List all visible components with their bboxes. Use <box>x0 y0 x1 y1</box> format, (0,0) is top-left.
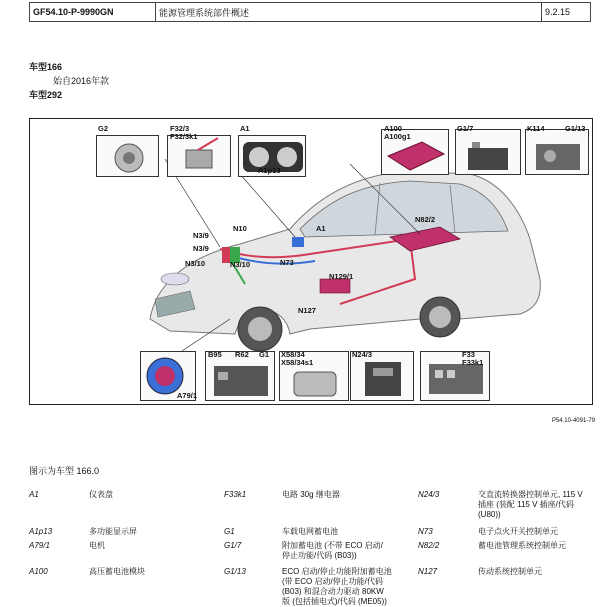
label-n1291: N129/1 <box>329 272 354 281</box>
label-g113: G1/13 <box>565 124 586 133</box>
doc-code: GF54.10-P-9990GN <box>30 3 156 21</box>
label-k114: K114 <box>527 124 545 133</box>
legend-desc: 多功能显示屏 <box>89 527 137 536</box>
label-n10: N10 <box>233 224 247 233</box>
label-a1-car: A1 <box>316 224 326 233</box>
legend-code: N82/2 <box>418 541 440 550</box>
document-header <box>29 2 591 22</box>
model-292: 车型292 <box>29 90 63 100</box>
legend-code: A79/1 <box>29 541 50 550</box>
label-n310-b: N3/10 <box>230 260 251 269</box>
component-figure <box>29 118 593 405</box>
inset-g17 <box>455 129 521 175</box>
label-g1: G1 <box>259 350 270 359</box>
label-n310-a: N3/10 <box>185 259 206 268</box>
legend-desc: 传动系统控制单元 <box>478 567 542 576</box>
legend-desc: 交直流转换器控制单元, 115 V 插座 (装配 115 V 插座/代码 (U80)) <box>478 490 583 519</box>
inset-k114 <box>525 129 589 175</box>
label-a100: A100 A100g1 <box>384 124 411 141</box>
label-g2: G2 <box>98 124 109 133</box>
legend-code: A100 <box>29 567 48 576</box>
legend-code: N24/3 <box>418 490 440 499</box>
legend-caption <box>29 464 99 477</box>
label-f32: F32/3 F32/3k1 <box>170 124 198 141</box>
label-n39-a: N3/9 <box>193 231 209 240</box>
legend-desc: 车载电网蓄电池 <box>282 527 338 536</box>
label-r62: R62 <box>235 350 249 359</box>
label-a1-inset: A1 <box>240 124 250 133</box>
doc-title: 能源管理系统部件概述 <box>156 3 542 21</box>
legend-code: F33k1 <box>224 490 247 499</box>
model-166: 车型166 <box>29 62 63 72</box>
label-n127: N127 <box>298 306 316 315</box>
inset-f32 <box>167 135 231 177</box>
label-n39-b: N3/9 <box>193 244 209 253</box>
label-b95: B95 <box>208 350 222 359</box>
label-a1p13: A1p13 <box>258 166 281 175</box>
legend-code: G1 <box>224 527 235 536</box>
legend-code: G1/13 <box>224 567 246 576</box>
legend-code: A1p13 <box>29 527 53 536</box>
legend-code: G1/7 <box>224 541 242 550</box>
legend-code: N73 <box>418 527 433 536</box>
legend-desc: 高压蓄电池模块 <box>89 567 145 576</box>
model-year: 始自2016年款 <box>53 76 110 86</box>
legend-desc: 蓄电池管理系统控制单元 <box>478 541 566 550</box>
label-x58: X58/34 X58/34s1 <box>281 350 314 367</box>
legend-desc: 电子点火开关控制单元 <box>478 527 558 536</box>
label-f33: F33 F33k1 <box>462 350 484 367</box>
label-a791: A79/1 <box>177 391 198 400</box>
legend-code: A1 <box>29 490 39 499</box>
legend-code: N127 <box>418 567 438 576</box>
legend-caption-text: 图示为车型 166.0 <box>29 466 100 476</box>
label-n73: N73 <box>280 258 294 267</box>
legend-desc: 附加蓄电池 (不带 ECO 启动/ 停止功能/代码 (B03)) <box>282 541 383 560</box>
legend-desc: 电机 <box>89 541 105 550</box>
legend-desc: 仪表盘 <box>89 490 113 499</box>
legend-desc: 电路 30g 继电器 <box>282 490 340 499</box>
legend-desc: ECO 启动/停止功能附加蓄电池 (带 ECO 启动/停止功能/代码 (B03) 和混合动力驱动 80KW 版 (包括插电式)/代码 (ME05)) <box>282 567 392 606</box>
label-n243: N24/3 <box>352 350 373 359</box>
figure-reference: P54.10-4091-79 <box>551 418 595 424</box>
label-g17: G1/7 <box>457 124 474 133</box>
doc-version: 9.2.15 <box>545 7 571 17</box>
label-n82: N82/2 <box>415 215 436 224</box>
inset-g2 <box>96 135 159 177</box>
